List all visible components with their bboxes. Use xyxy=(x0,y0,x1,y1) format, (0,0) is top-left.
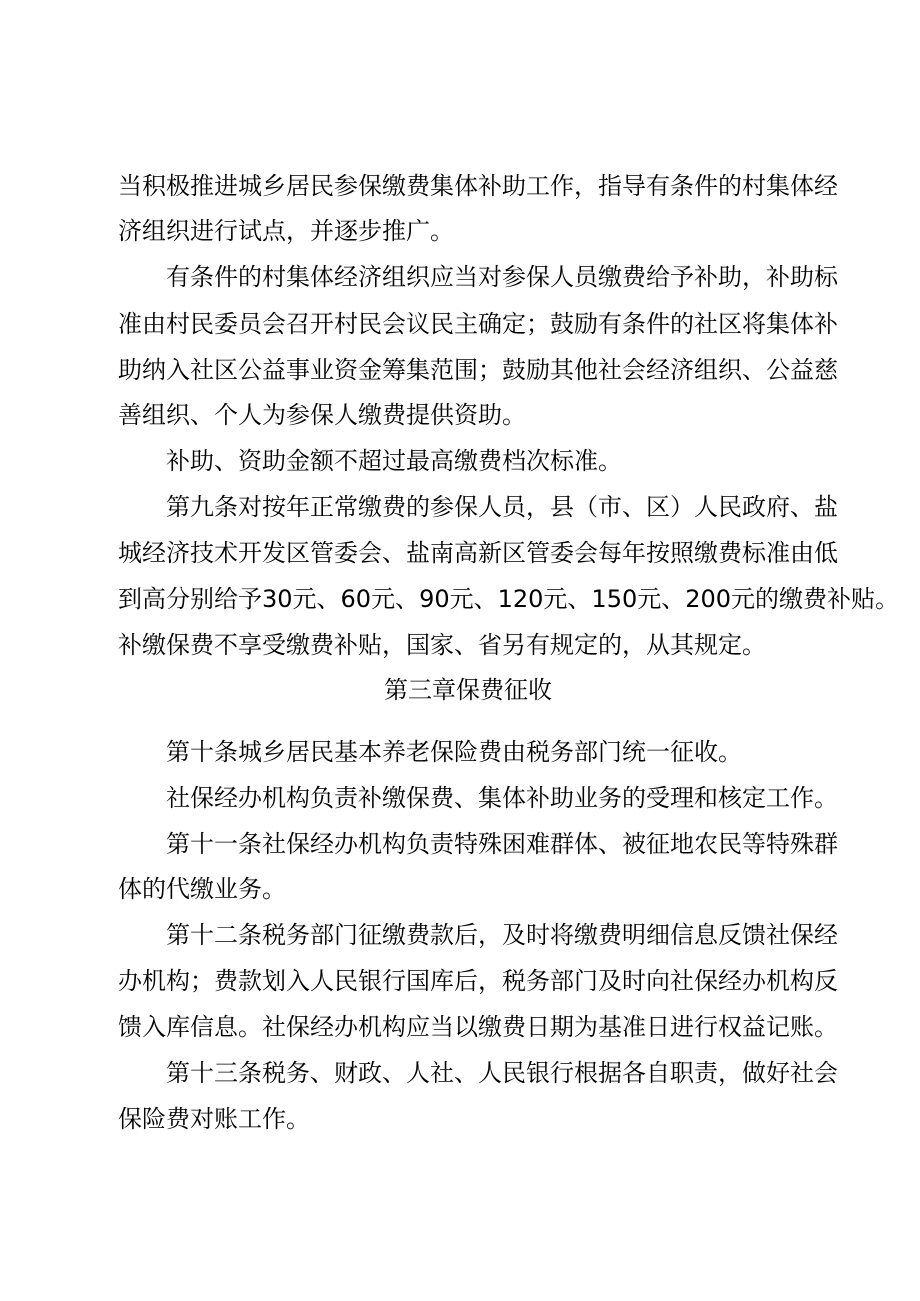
text-line: 城经济技术开发区管委会、盐南高新区管委会每年按照缴费标准由低 xyxy=(118,539,838,567)
text-line: 第九条对按年正常缴费的参保人员，县（市、区）人民政府、盐 xyxy=(166,493,838,521)
text-line: 第十三条税务、财政、人社、人民银行根据各自职责，做好社会 xyxy=(166,1059,838,1087)
text-line: 办机构；费款划入人民银行国库后，税务部门及时向社保经办机构反 xyxy=(118,967,838,995)
text-line: 当积极推进城乡居民参保缴费集体补助工作，指导有条件的村集体经 xyxy=(118,172,838,200)
text-line: 善组织、个人为参保人缴费提供资助。 xyxy=(118,401,526,429)
text-line: 有条件的村集体经济组织应当对参保人员缴费给予补助，补助标 xyxy=(166,263,838,291)
text-line: 体的代缴业务。 xyxy=(118,875,286,903)
text-line: 到高分别给予30元、60元、90元、120元、150元、200元的缴费补贴。 xyxy=(118,585,900,613)
text-line: 助纳入社区公益事业资金筹集范围；鼓励其他社会经济组织、公益慈 xyxy=(118,356,838,384)
text-line: 第十二条税务部门征缴费款后，及时将缴费明细信息反馈社保经 xyxy=(166,921,838,949)
text-line: 社保经办机构负责补缴保费、集体补助业务的受理和核定工作。 xyxy=(166,784,838,812)
chapter-heading: 第三章保费征收 xyxy=(384,676,552,704)
text-line: 准由村民委员会召开村民会议民主确定；鼓励有条件的社区将集体补 xyxy=(118,310,838,338)
text-line: 保险费对账工作。 xyxy=(118,1105,310,1133)
text-line: 补助、资助金额不超过最高缴费档次标准。 xyxy=(166,447,622,475)
text-line: 第十条城乡居民基本养老保险费由税务部门统一征收。 xyxy=(166,738,742,766)
text-line: 济组织进行试点，并逐步推广。 xyxy=(118,217,454,245)
text-line: 第十一条社保经办机构负责特殊困难群体、被征地农民等特殊群 xyxy=(166,830,838,858)
text-line: 补缴保费不享受缴费补贴，国家、省另有规定的，从其规定。 xyxy=(118,631,766,659)
text-line: 馈入库信息。社保经办机构应当以缴费日期为基准日进行权益记账。 xyxy=(118,1013,838,1041)
